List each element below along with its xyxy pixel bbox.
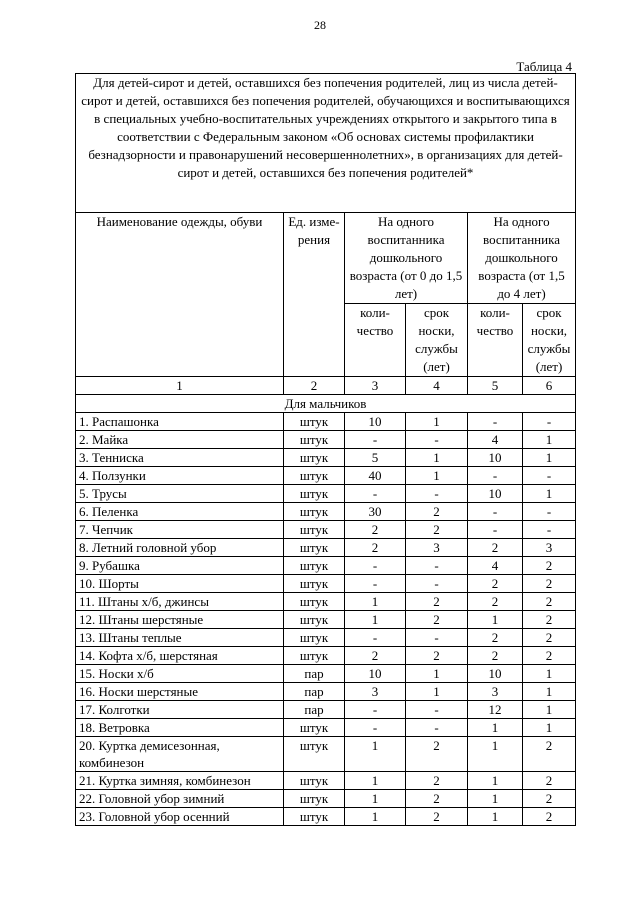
table-row — [76, 701, 576, 719]
header-group-0-1-5: На одного воспитанника дошкольного возраста (от 0 до 1,5 лет) — [345, 213, 468, 304]
item-term-1-5-4: 2 — [523, 611, 576, 629]
item-qty-0-1-5: - — [345, 701, 406, 719]
table-row — [76, 808, 576, 826]
table-row — [76, 593, 576, 611]
item-term-0-1-5: - — [406, 485, 468, 503]
column-number: 4 — [406, 377, 468, 395]
item-qty-0-1-5: 40 — [345, 467, 406, 485]
item-name: 10. Шорты — [76, 575, 284, 593]
item-term-1-5-4: - — [523, 521, 576, 539]
item-term-1-5-4: - — [523, 413, 576, 431]
item-term-0-1-5: 2 — [406, 647, 468, 665]
item-qty-0-1-5: 30 — [345, 503, 406, 521]
column-number: 2 — [284, 377, 345, 395]
item-term-1-5-4: 2 — [523, 647, 576, 665]
item-unit: штук — [284, 647, 345, 665]
item-qty-1-5-4: 2 — [468, 539, 523, 557]
item-name: 15. Носки х/б — [76, 665, 284, 683]
item-unit: штук — [284, 467, 345, 485]
item-qty-1-5-4: - — [468, 503, 523, 521]
item-unit: штук — [284, 503, 345, 521]
item-term-1-5-4: 2 — [523, 808, 576, 826]
item-term-0-1-5: 1 — [406, 665, 468, 683]
item-term-1-5-4: 2 — [523, 629, 576, 647]
item-term-0-1-5: 2 — [406, 521, 468, 539]
item-name: 23. Головной убор осенний — [76, 808, 284, 826]
table-row — [76, 467, 576, 485]
item-qty-0-1-5: - — [345, 719, 406, 737]
item-name: 13. Штаны теплые — [76, 629, 284, 647]
item-term-1-5-4: 2 — [523, 593, 576, 611]
item-qty-0-1-5: 2 — [345, 647, 406, 665]
item-term-1-5-4: 2 — [523, 772, 576, 790]
item-qty-0-1-5: 10 — [345, 413, 406, 431]
item-qty-0-1-5: 3 — [345, 683, 406, 701]
item-name: 1. Распашонка — [76, 413, 284, 431]
header-term-1: срок носки, службы (лет) — [406, 304, 468, 377]
header-qty-1: коли-чество — [345, 304, 406, 377]
header-name: Наименование одежды, обуви — [76, 213, 284, 377]
item-term-1-5-4: 3 — [523, 539, 576, 557]
item-qty-1-5-4: - — [468, 521, 523, 539]
table-row — [76, 611, 576, 629]
item-term-1-5-4: 2 — [523, 790, 576, 808]
item-name: 20. Куртка демисезонная, комбинезон — [76, 737, 284, 772]
item-unit: штук — [284, 808, 345, 826]
item-term-0-1-5: - — [406, 575, 468, 593]
item-unit: пар — [284, 665, 345, 683]
item-name: 4. Ползунки — [76, 467, 284, 485]
item-qty-1-5-4: 12 — [468, 701, 523, 719]
table-row — [76, 629, 576, 647]
item-qty-1-5-4: 2 — [468, 647, 523, 665]
item-qty-1-5-4: 1 — [468, 611, 523, 629]
item-unit: штук — [284, 521, 345, 539]
item-term-1-5-4: 1 — [523, 665, 576, 683]
item-name: 22. Головной убор зимний — [76, 790, 284, 808]
item-term-1-5-4: 1 — [523, 449, 576, 467]
item-name: 8. Летний головной убор — [76, 539, 284, 557]
item-unit: штук — [284, 629, 345, 647]
clothing-norms-table — [75, 73, 576, 826]
table-row — [76, 647, 576, 665]
item-name: 9. Рубашка — [76, 557, 284, 575]
item-unit: пар — [284, 701, 345, 719]
item-name: 5. Трусы — [76, 485, 284, 503]
item-name: 2. Майка — [76, 431, 284, 449]
item-term-1-5-4: 1 — [523, 683, 576, 701]
item-qty-0-1-5: 2 — [345, 539, 406, 557]
item-unit: штук — [284, 539, 345, 557]
item-term-0-1-5: 1 — [406, 413, 468, 431]
table-row — [76, 790, 576, 808]
item-qty-0-1-5: - — [345, 629, 406, 647]
item-qty-1-5-4: 1 — [468, 808, 523, 826]
item-unit: пар — [284, 683, 345, 701]
item-name: 12. Штаны шерстяные — [76, 611, 284, 629]
item-qty-0-1-5: 10 — [345, 665, 406, 683]
item-qty-0-1-5: 1 — [345, 611, 406, 629]
item-name: 11. Штаны х/б, джинсы — [76, 593, 284, 611]
item-name: 21. Куртка зимняя, комбинезон — [76, 772, 284, 790]
item-name: 18. Ветровка — [76, 719, 284, 737]
item-qty-0-1-5: - — [345, 557, 406, 575]
column-number: 3 — [345, 377, 406, 395]
header-unit: Ед. изме-рения — [284, 213, 345, 377]
table-row — [76, 413, 576, 431]
table-intro: Для детей-сирот и детей, оставшихся без попечения родителей, лиц из числа детей-сирот и детей, оставшихся без попечения родителей, обучающихся и воспитывающихся в специальных учебно-воспитательных учреждениях открытого и закрытого типа в соответствии с Федеральным законом «Об основах системы профилактики безнадзорности и правонарушений несовершеннолетних», в организациях для детей-сирот и детей, оставшихся без попечения родителей* — [76, 74, 576, 213]
item-term-0-1-5: 3 — [406, 539, 468, 557]
item-qty-1-5-4: 4 — [468, 557, 523, 575]
item-qty-0-1-5: - — [345, 575, 406, 593]
item-qty-1-5-4: 10 — [468, 665, 523, 683]
item-term-0-1-5: - — [406, 557, 468, 575]
item-term-1-5-4: 2 — [523, 557, 576, 575]
item-qty-1-5-4: 2 — [468, 575, 523, 593]
item-term-0-1-5: 2 — [406, 808, 468, 826]
item-qty-1-5-4: 10 — [468, 449, 523, 467]
item-name: 16. Носки шерстяные — [76, 683, 284, 701]
item-term-1-5-4: 1 — [523, 485, 576, 503]
item-qty-0-1-5: 1 — [345, 772, 406, 790]
item-unit: штук — [284, 719, 345, 737]
item-qty-1-5-4: 1 — [468, 790, 523, 808]
table-caption: Таблица 4 — [516, 59, 572, 74]
item-term-0-1-5: 1 — [406, 449, 468, 467]
item-unit: штук — [284, 449, 345, 467]
table-row — [76, 683, 576, 701]
item-unit: штук — [284, 611, 345, 629]
item-qty-0-1-5: 1 — [345, 593, 406, 611]
item-unit: штук — [284, 593, 345, 611]
item-qty-1-5-4: 1 — [468, 772, 523, 790]
item-term-0-1-5: 1 — [406, 683, 468, 701]
item-qty-1-5-4: - — [468, 467, 523, 485]
item-name: 7. Чепчик — [76, 521, 284, 539]
item-unit: штук — [284, 485, 345, 503]
item-qty-0-1-5: - — [345, 485, 406, 503]
page-number: 28 — [314, 18, 326, 32]
item-qty-1-5-4: - — [468, 413, 523, 431]
item-qty-1-5-4: 2 — [468, 629, 523, 647]
table-row — [76, 737, 576, 772]
item-unit: штук — [284, 737, 345, 772]
item-qty-1-5-4: 4 — [468, 431, 523, 449]
item-qty-0-1-5: 1 — [345, 808, 406, 826]
item-term-0-1-5: 2 — [406, 593, 468, 611]
table-row — [76, 772, 576, 790]
item-term-1-5-4: 2 — [523, 737, 576, 772]
column-number: 1 — [76, 377, 284, 395]
item-term-0-1-5: - — [406, 629, 468, 647]
item-unit: штук — [284, 772, 345, 790]
item-unit: штук — [284, 575, 345, 593]
item-qty-0-1-5: 1 — [345, 790, 406, 808]
item-qty-1-5-4: 2 — [468, 593, 523, 611]
item-term-0-1-5: 2 — [406, 790, 468, 808]
table-row — [76, 485, 576, 503]
item-term-0-1-5: 2 — [406, 772, 468, 790]
table-row — [76, 719, 576, 737]
item-term-0-1-5: 1 — [406, 467, 468, 485]
item-qty-0-1-5: 2 — [345, 521, 406, 539]
item-qty-1-5-4: 1 — [468, 719, 523, 737]
item-term-1-5-4: - — [523, 467, 576, 485]
table-row — [76, 539, 576, 557]
table-row — [76, 665, 576, 683]
item-qty-1-5-4: 10 — [468, 485, 523, 503]
item-qty-0-1-5: 5 — [345, 449, 406, 467]
item-qty-0-1-5: 1 — [345, 737, 406, 772]
item-term-0-1-5: - — [406, 701, 468, 719]
item-term-1-5-4: - — [523, 503, 576, 521]
item-term-1-5-4: 1 — [523, 719, 576, 737]
table-row — [76, 431, 576, 449]
item-term-0-1-5: 2 — [406, 611, 468, 629]
item-unit: штук — [284, 790, 345, 808]
column-number: 5 — [468, 377, 523, 395]
item-term-0-1-5: 2 — [406, 737, 468, 772]
item-term-1-5-4: 2 — [523, 575, 576, 593]
table-row — [76, 521, 576, 539]
item-term-0-1-5: - — [406, 719, 468, 737]
item-qty-0-1-5: - — [345, 431, 406, 449]
item-qty-1-5-4: 1 — [468, 737, 523, 772]
item-qty-1-5-4: 3 — [468, 683, 523, 701]
item-term-0-1-5: - — [406, 431, 468, 449]
item-term-1-5-4: 1 — [523, 431, 576, 449]
table-row — [76, 449, 576, 467]
header-term-2: срок носки, службы (лет) — [523, 304, 576, 377]
table-row — [76, 557, 576, 575]
column-number: 6 — [523, 377, 576, 395]
section-title: Для мальчиков — [76, 395, 576, 413]
item-unit: штук — [284, 431, 345, 449]
item-unit: штук — [284, 413, 345, 431]
item-name: 3. Тенниска — [76, 449, 284, 467]
item-unit: штук — [284, 557, 345, 575]
item-name: 14. Кофта х/б, шерстяная — [76, 647, 284, 665]
table-row — [76, 575, 576, 593]
table-row — [76, 503, 576, 521]
header-qty-2: коли-чество — [468, 304, 523, 377]
item-name: 17. Колготки — [76, 701, 284, 719]
item-name: 6. Пеленка — [76, 503, 284, 521]
item-term-0-1-5: 2 — [406, 503, 468, 521]
header-group-1-5-4: На одного воспитанника дошкольного возраста (от 1,5 до 4 лет) — [468, 213, 576, 304]
item-term-1-5-4: 1 — [523, 701, 576, 719]
